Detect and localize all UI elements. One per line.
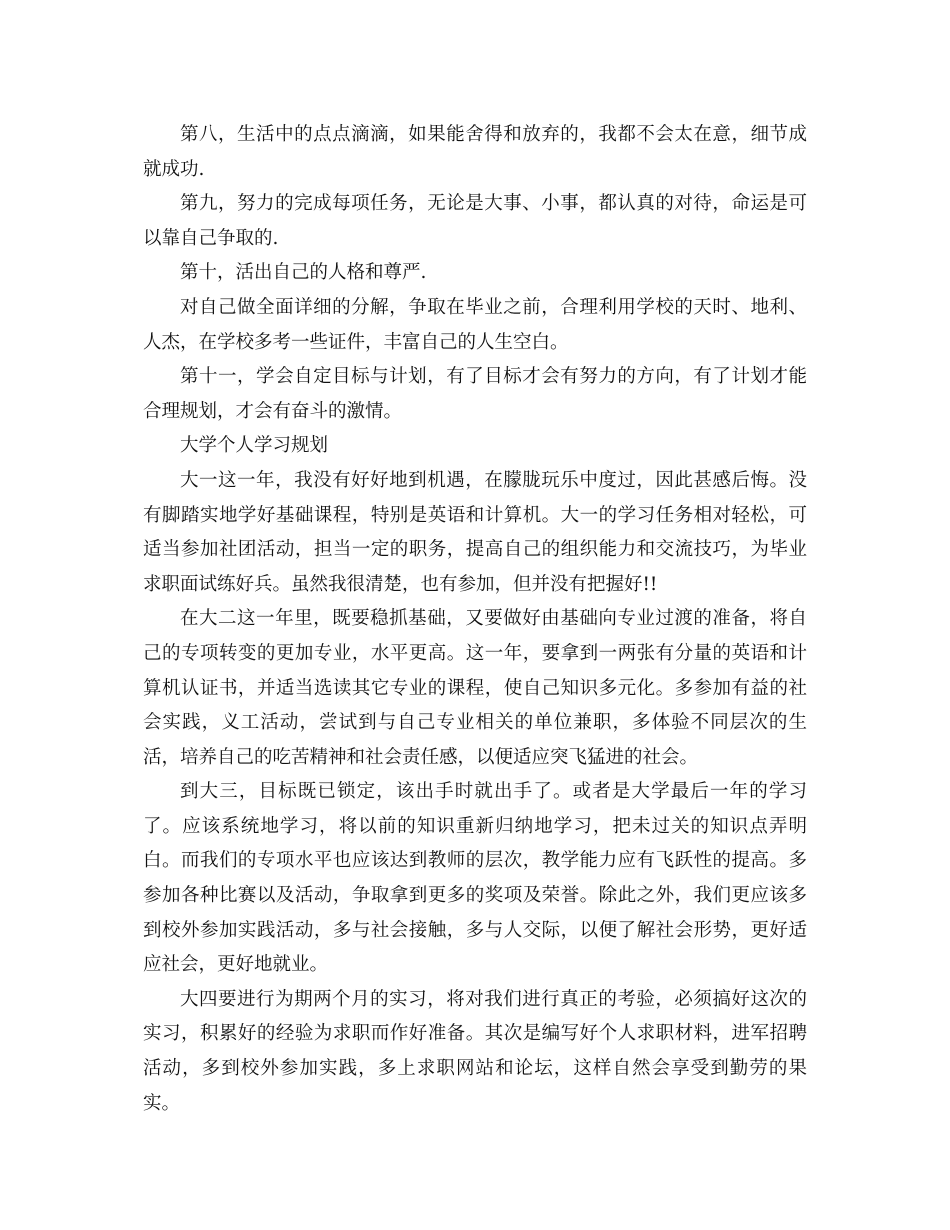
paragraph-item-11: 第十一，学会自定目标与计划，有了目标才会有努力的方向，有了计划才能合理规划，才会有奋斗的激情。 (143, 366, 807, 422)
paragraph-item-8: 第八，生活中的点点滴滴，如果能舍得和放弃的，我都不会太在意，细节成就成功. (143, 124, 807, 180)
document-body (143, 118, 807, 1121)
section-heading: 大学个人学习规划 (180, 435, 329, 457)
paragraph-first-year: 大一这一年，我没有好好地到机遇，在朦胧玩乐中度过，因此甚感后悔。没有脚踏实地学好基础课程，特别是英语和计算机。大一的学习任务相对轻松，可适当参加社团活动，担当一定的职务，提高自己的组织能力和交流技巧，为毕业求职面试练好兵。虽然我很清楚，也有参加，但并没有把握好!! (143, 469, 807, 595)
paragraph-self-analysis: 对自己做全面详细的分解，争取在毕业之前，合理利用学校的天时、地利、人杰，在学校多考一些证件，丰富自己的人生空白。 (143, 296, 807, 353)
paragraph-item-10: 第十，活出自己的人格和尊严. (180, 262, 427, 284)
paragraph-fourth-year: 大四要进行为期两个月的实习，将对我们进行真正的考验，必须搞好这次的实习，积累好的经验为求职而作好准备。其次是编写好个人求职材料，进军招聘活动，多到校外参加实践，多上求职网站和论坛，这样自然会享受到勤劳的果实。 (143, 988, 807, 1114)
paragraph-item-9: 第九，努力的完成每项任务，无论是大事、小事，都认真的对待，命运是可以靠自己争取的. (143, 193, 807, 249)
paragraph-second-year: 在大二这一年里，既要稳抓基础，又要做好由基础向专业过渡的准备，将自己的专项转变的更加专业，水平更高。这一年，要拿到一两张有分量的英语和计算机认证书，并适当选读其它专业的课程，使自己知识多元化。多参加有益的社会实践，义工活动，尝试到与自己专业相关的单位兼职，多体验不同层次的生活，培养自己的吃苦精神和社会责任感，以便适应突飞猛进的社会。 (143, 608, 807, 768)
paragraph-third-year: 到大三，目标既已锁定，该出手时就出手了。或者是大学最后一年的学习了。应该系统地学习，将以前的知识重新归纳地学习，把未过关的知识点弄明白。而我们的专项水平也应该达到教师的层次，教学能力应有飞跃性的提高。多参加各种比赛以及活动，争取拿到更多的奖项及荣誉。除此之外，我们更应该多到校外参加实践活动，多与社会接触，多与人交际，以便了解社会形势，更好适应社会，更好地就业。 (143, 781, 807, 976)
